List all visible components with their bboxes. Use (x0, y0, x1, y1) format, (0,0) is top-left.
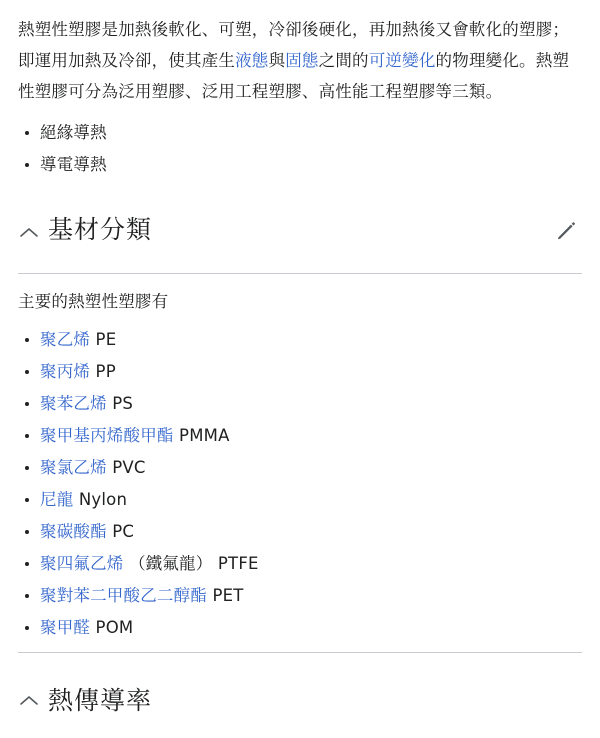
chevron-up-icon[interactable] (18, 222, 40, 244)
list-item (18, 420, 582, 452)
intro-paragraph (18, 14, 582, 107)
polymer-abbr: PE (90, 330, 116, 349)
polymer-abbr: PMMA (174, 426, 230, 445)
polymer-abbr: PET (207, 586, 244, 605)
polymer-link[interactable]: 聚乙烯 (40, 330, 90, 349)
list-item-label: 絕緣導熱 (40, 123, 107, 142)
list-item (18, 324, 582, 356)
section-title: 熱傳導率 (48, 681, 152, 717)
list-item (18, 388, 582, 420)
section-divider (18, 652, 582, 653)
list-item (18, 149, 582, 181)
list-item (18, 452, 582, 484)
polymer-abbr: Nylon (73, 490, 127, 509)
polymer-link[interactable]: 聚對苯二甲酸乙二醇酯 (40, 586, 207, 605)
polymer-abbr: PC (107, 522, 134, 541)
section-lead-text: 主要的熱塑性塑膠有 (18, 288, 582, 316)
section-body (18, 274, 582, 738)
link-reversible-change[interactable]: 可逆變化 (369, 51, 436, 70)
polymer-link[interactable]: 尼龍 (40, 490, 73, 509)
list-item (18, 117, 582, 149)
pencil-icon[interactable] (554, 219, 578, 243)
list-item (18, 548, 582, 580)
polymer-link[interactable]: 聚氯乙烯 (40, 458, 107, 477)
polymer-link[interactable]: 聚碳酸酯 (40, 522, 107, 541)
intro-text-1: 熱塑性塑膠是加熱後軟化、可塑，冷卻後硬化，再加熱後又會軟化的塑膠；即運用加熱及冷卻，使其產生 (18, 20, 569, 70)
list-item (18, 484, 582, 516)
intro-text-3: 之間的 (319, 51, 369, 70)
polymer-abbr: （鐵氟龍） PTFE (124, 554, 259, 573)
link-liquid[interactable]: 液態 (235, 51, 268, 70)
list-item (18, 356, 582, 388)
polymer-abbr: PP (90, 362, 116, 381)
list-item (18, 580, 582, 612)
link-solid[interactable]: 固態 (285, 51, 318, 70)
polymer-list (18, 324, 582, 644)
polymer-abbr: PS (107, 394, 133, 413)
polymer-link[interactable]: 聚甲基丙烯酸甲酯 (40, 426, 174, 445)
intro-bullet-list (18, 117, 582, 181)
polymer-link[interactable]: 聚丙烯 (40, 362, 90, 381)
chevron-up-icon[interactable] (18, 690, 40, 712)
list-item (18, 612, 582, 644)
intro-text-4: 的物理變化。熱塑性塑膠可分為泛用塑膠、泛用工程塑膠、高性能工程塑膠等三類。 (18, 51, 569, 101)
polymer-link[interactable]: 聚四氟乙烯 (40, 554, 124, 573)
list-item-label: 導電導熱 (40, 155, 107, 174)
polymer-link[interactable]: 聚苯乙烯 (40, 394, 107, 413)
section-title: 基材分類 (48, 216, 554, 246)
section-header-thermal-conductivity[interactable] (18, 661, 582, 738)
section-header-basic-classification[interactable] (18, 195, 582, 274)
polymer-abbr: POM (90, 618, 133, 637)
intro-text-2: 與 (269, 51, 286, 70)
polymer-abbr: PVC (107, 458, 146, 477)
list-item (18, 516, 582, 548)
polymer-link[interactable]: 聚甲醛 (40, 618, 90, 637)
